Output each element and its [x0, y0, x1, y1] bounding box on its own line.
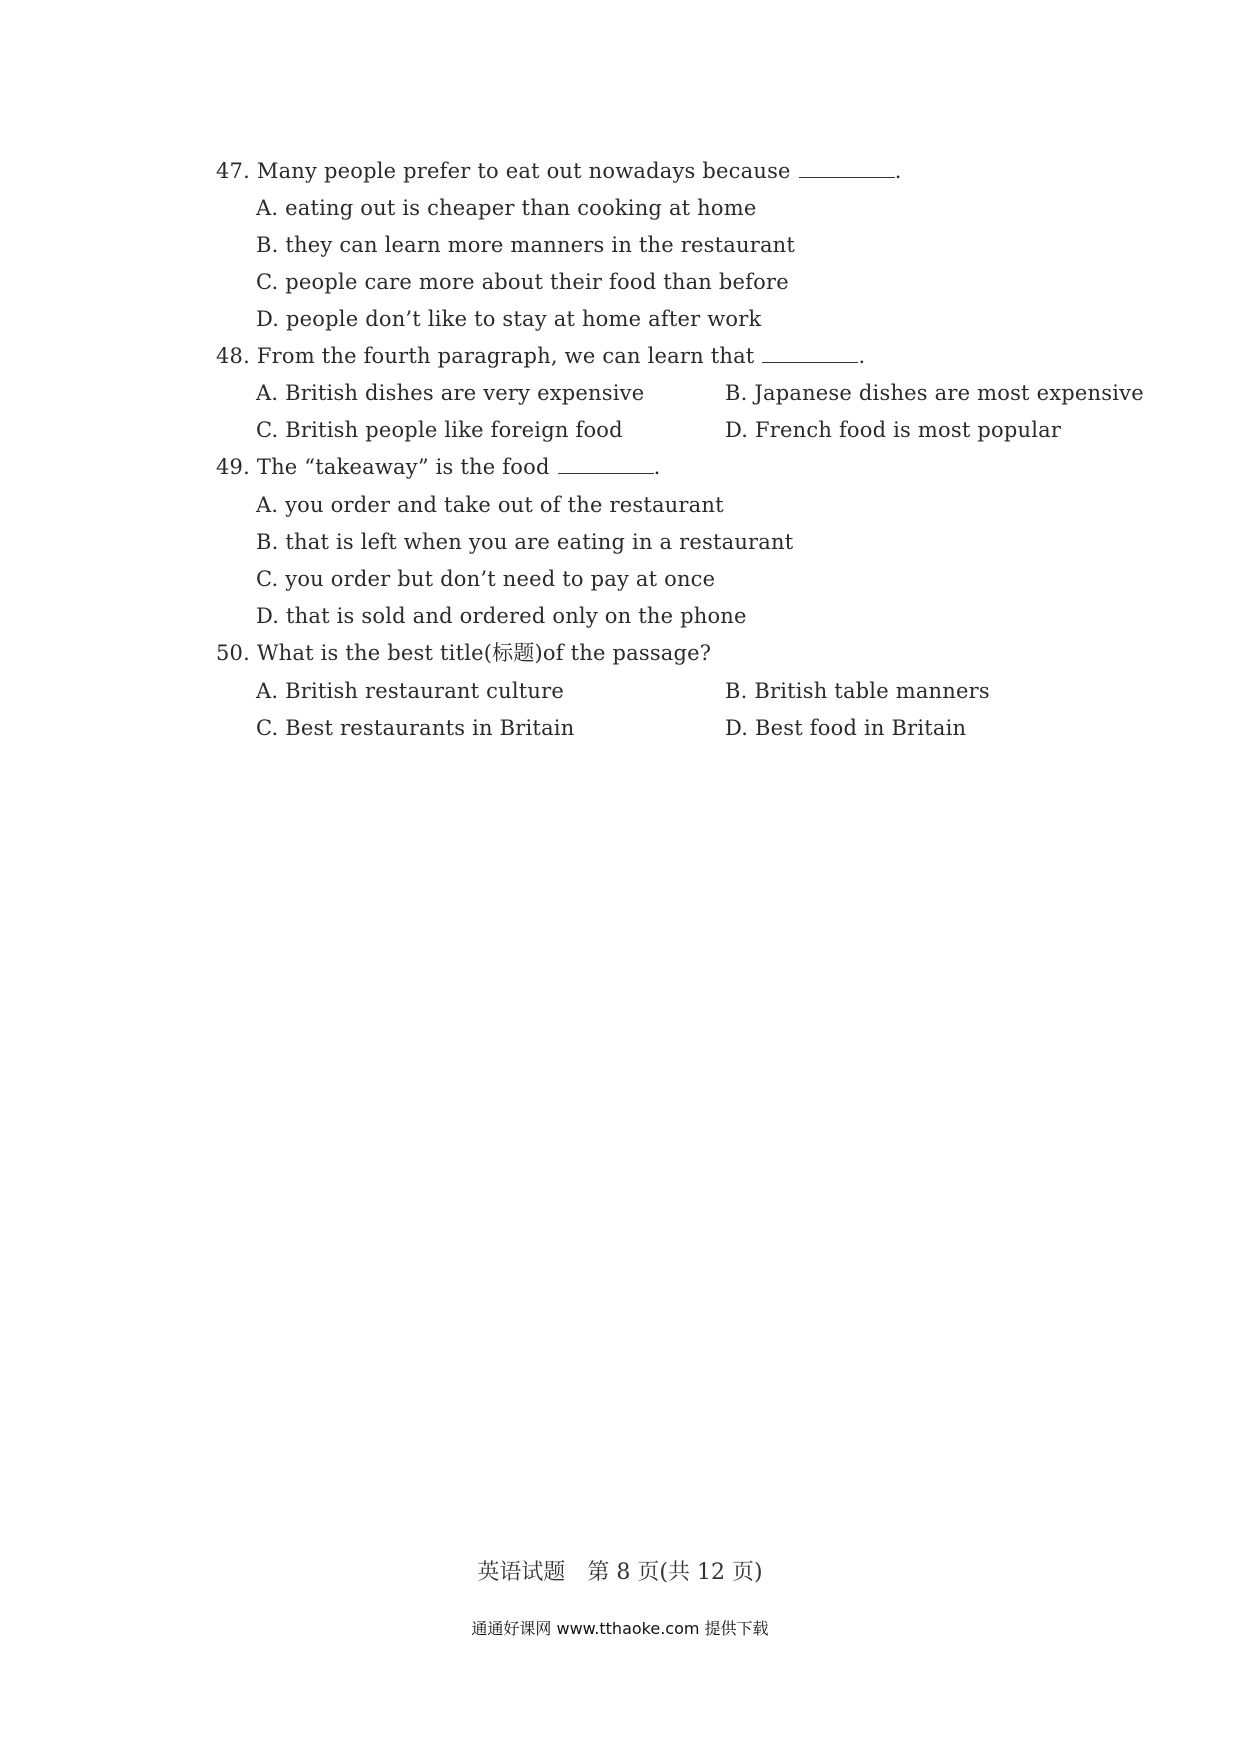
question-47-option-b: B. they can learn more manners in the restaurant	[256, 233, 796, 257]
question-50-option-a: A. British restaurant culture	[256, 679, 564, 703]
page-footer: 英语试题 第 8 页(共 12 页)	[477, 1560, 763, 1585]
answer-blank	[799, 159, 895, 178]
question-48-option-d: D. French food is most popular	[725, 418, 1062, 442]
question-49-option-d: D. that is sold and ordered only on the phone	[256, 604, 747, 628]
answer-blank	[558, 455, 654, 474]
question-48-option-c: C. British people like foreign food	[256, 418, 623, 442]
answer-blank	[762, 344, 858, 363]
question-50-option-b: B. British table manners	[725, 679, 990, 703]
question-48-option-a: A. British dishes are very expensive	[256, 381, 645, 405]
question-49-option-c: C. you order but don’t need to pay at once	[256, 567, 716, 591]
question-50-stem: 50. What is the best title(标题)of the passage?	[216, 641, 712, 665]
question-50-option-c: C. Best restaurants in Britain	[256, 716, 575, 740]
question-49-option-a: A. you order and take out of the restaurant	[256, 493, 724, 517]
download-watermark: 通通好课网 www.tthaoke.com 提供下载	[471, 1619, 769, 1638]
question-47-option-a: A. eating out is cheaper than cooking at home	[256, 196, 757, 220]
question-47-stem: 47. Many people prefer to eat out nowadays because .	[216, 159, 902, 183]
question-48-option-b: B. Japanese dishes are most expensive	[725, 381, 1144, 405]
question-47-option-c: C. people care more about their food than before	[256, 270, 789, 294]
question-48-stem: 48. From the fourth paragraph, we can learn that .	[216, 344, 866, 368]
question-49-option-b: B. that is left when you are eating in a restaurant	[256, 530, 794, 554]
question-47-option-d: D. people don’t like to stay at home after work	[256, 307, 762, 331]
question-50-option-d: D. Best food in Britain	[725, 716, 967, 740]
question-49-stem: 49. The “takeaway” is the food .	[216, 455, 661, 479]
